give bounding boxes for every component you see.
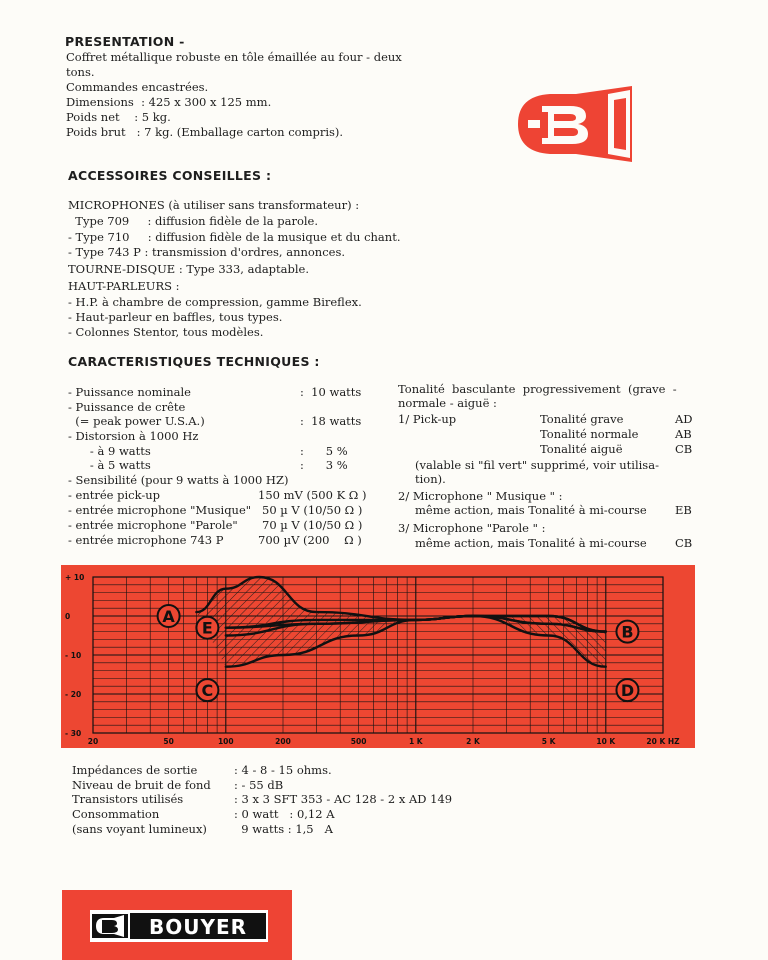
curve-label-a: A — [162, 607, 175, 626]
spec-label: - Distorsion à 1000 Hz — [68, 429, 199, 443]
spec-label: - entrée pick-up — [68, 488, 161, 502]
bouyer-horn-logo — [514, 84, 648, 164]
spec-value: 50 µ V (10/50 Ω ) — [262, 503, 363, 517]
y-tick-label: + 10 — [65, 573, 85, 582]
bottom-spec-label: (sans voyant lumineux) — [72, 822, 207, 836]
spec-label: - Sensibilité (pour 9 watts à 1000 HZ) — [68, 473, 289, 487]
chart-svg — [61, 565, 695, 748]
bottom-spec-label: Consommation — [72, 807, 160, 821]
spec-label: - à 5 watts — [68, 458, 151, 472]
mic-musique-text: même action, mais Tonalité à mi-course — [415, 503, 647, 517]
tone-code: AD — [675, 412, 693, 426]
spec-value: 150 mV (500 K Ω ) — [258, 488, 367, 502]
spec-value: : 3 % — [300, 458, 348, 472]
accessories-line: - Colonnes Stentor, tous modèles. — [68, 325, 264, 339]
tone-name: Tonalité normale — [540, 427, 639, 441]
bottom-spec-label: Niveau de bruit de fond — [72, 778, 211, 792]
presentation-line: Poids brut : 7 kg. (Emballage carton compris). — [66, 125, 344, 139]
pickup-label: 1/ Pick-up — [398, 412, 457, 426]
bottom-spec-label: Impédances de sortie — [72, 763, 198, 777]
accessories-line: - Haut-parleur en baffles, tous types. — [68, 310, 283, 324]
accessories-line: - H.P. à chambre de compression, gamme Bireflex. — [68, 295, 362, 309]
tone-code: CB — [675, 442, 693, 456]
x-tick-label: 1 K — [408, 737, 423, 746]
x-tick-label: 5 K — [541, 737, 556, 746]
curve-label-d: D — [620, 681, 635, 701]
y-tick-label: - 30 — [65, 729, 82, 738]
spec-label: - Puissance de crête — [68, 400, 186, 414]
presentation-line: tons. — [66, 65, 95, 79]
bottom-spec-value: : 4 - 8 - 15 ohms. — [234, 763, 332, 777]
mic-parole-code: CB — [675, 536, 693, 550]
tone-note: (valable si "fil vert" supprimé, voir utilisa- — [415, 458, 659, 472]
tone-name: Tonalité grave — [540, 412, 624, 426]
presentation-heading: PRESENTATION - — [65, 34, 185, 49]
presentation-line: Commandes encastrées. — [66, 80, 209, 94]
accessories-line: - Type 743 P : transmission d'ordres, annonces. — [68, 245, 346, 259]
spec-label: - entrée microphone "Musique" — [68, 503, 252, 517]
tone-code: AB — [675, 427, 692, 441]
bottom-spec-value: : - 55 dB — [234, 778, 284, 792]
specs-heading: CARACTERISTIQUES TECHNIQUES : — [68, 354, 320, 369]
y-tick-label: 0 — [65, 612, 71, 621]
tone-intro: normale - aiguë : — [398, 396, 497, 410]
spec-label: - Puissance nominale — [68, 385, 191, 399]
spec-value: 700 µV (200 Ω ) — [258, 533, 362, 547]
accessories-line: - Type 710 : diffusion fidèle de la musique et du chant. — [68, 230, 401, 244]
y-tick-label: - 20 — [65, 690, 82, 699]
brand-name: BOUYER — [148, 915, 248, 939]
x-tick-label: 20 — [87, 737, 99, 746]
accessories-line: MICROPHONES (à utiliser sans transformateur) : — [68, 198, 360, 212]
bottom-spec-label: Transistors utilisés — [72, 792, 184, 806]
spec-value: 70 µ V (10/50 Ω ) — [262, 518, 363, 532]
presentation-line: Coffret métallique robuste en tôle émaillée au four - deux — [66, 50, 402, 64]
accessories-line: HAUT-PARLEURS : — [68, 279, 180, 293]
spec-value: : 5 % — [300, 444, 348, 458]
mic-parole-label: 3/ Microphone "Parole " : — [398, 521, 546, 535]
mic-parole-text: même action, mais Tonalité à mi-course — [415, 536, 647, 550]
footer-brand-bar — [62, 890, 292, 960]
mic-musique-code: EB — [675, 503, 692, 517]
x-tick-label: 200 — [275, 737, 291, 746]
spec-value: : 10 watts — [300, 385, 362, 399]
bouyer-wordmark-icon — [90, 910, 268, 942]
tone-name: Tonalité aiguë — [540, 442, 623, 456]
bottom-spec-value: 9 watts : 1,5 A — [234, 822, 333, 836]
spec-label: - entrée microphone 743 P — [68, 533, 224, 547]
tone-note: tion). — [415, 472, 446, 486]
accessories-line: TOURNE-DISQUE : Type 333, adaptable. — [68, 262, 310, 276]
x-tick-label: 50 — [163, 737, 174, 746]
frequency-response-chart — [61, 565, 695, 748]
accessories-heading: ACCESSOIRES CONSEILLES : — [68, 168, 272, 183]
presentation-line: Dimensions : 425 x 300 x 125 mm. — [66, 95, 272, 109]
accessories-line: Type 709 : diffusion fidèle de la parole. — [68, 214, 319, 228]
x-tick-label: 2 K — [466, 737, 480, 746]
spec-label: - entrée microphone "Parole" — [68, 518, 238, 532]
x-tick-label: 10 K — [596, 737, 616, 746]
presentation-line: Poids net : 5 kg. — [66, 110, 171, 124]
x-tick-label: 20 K HZ — [646, 737, 680, 746]
bottom-spec-value: : 3 x 3 SFT 353 - AC 128 - 2 x AD 149 — [234, 792, 453, 806]
curve-label-b: B — [621, 622, 634, 642]
x-tick-label: 100 — [217, 737, 234, 746]
x-tick-label: 500 — [350, 737, 367, 746]
y-tick-label: - 10 — [65, 651, 82, 660]
curve-label-c: C — [201, 681, 214, 701]
curve-label-e: E — [201, 618, 213, 638]
tone-intro: Tonalité basculante progressivement (grave - — [398, 382, 677, 396]
bottom-spec-value: : 0 watt : 0,12 A — [234, 807, 335, 821]
mic-musique-label: 2/ Microphone " Musique " : — [398, 489, 563, 503]
spec-value: : 18 watts — [300, 414, 362, 428]
spec-label: - à 9 watts — [68, 444, 151, 458]
bouyer-logo — [90, 910, 268, 942]
spec-label: (= peak power U.S.A.) — [68, 414, 205, 428]
